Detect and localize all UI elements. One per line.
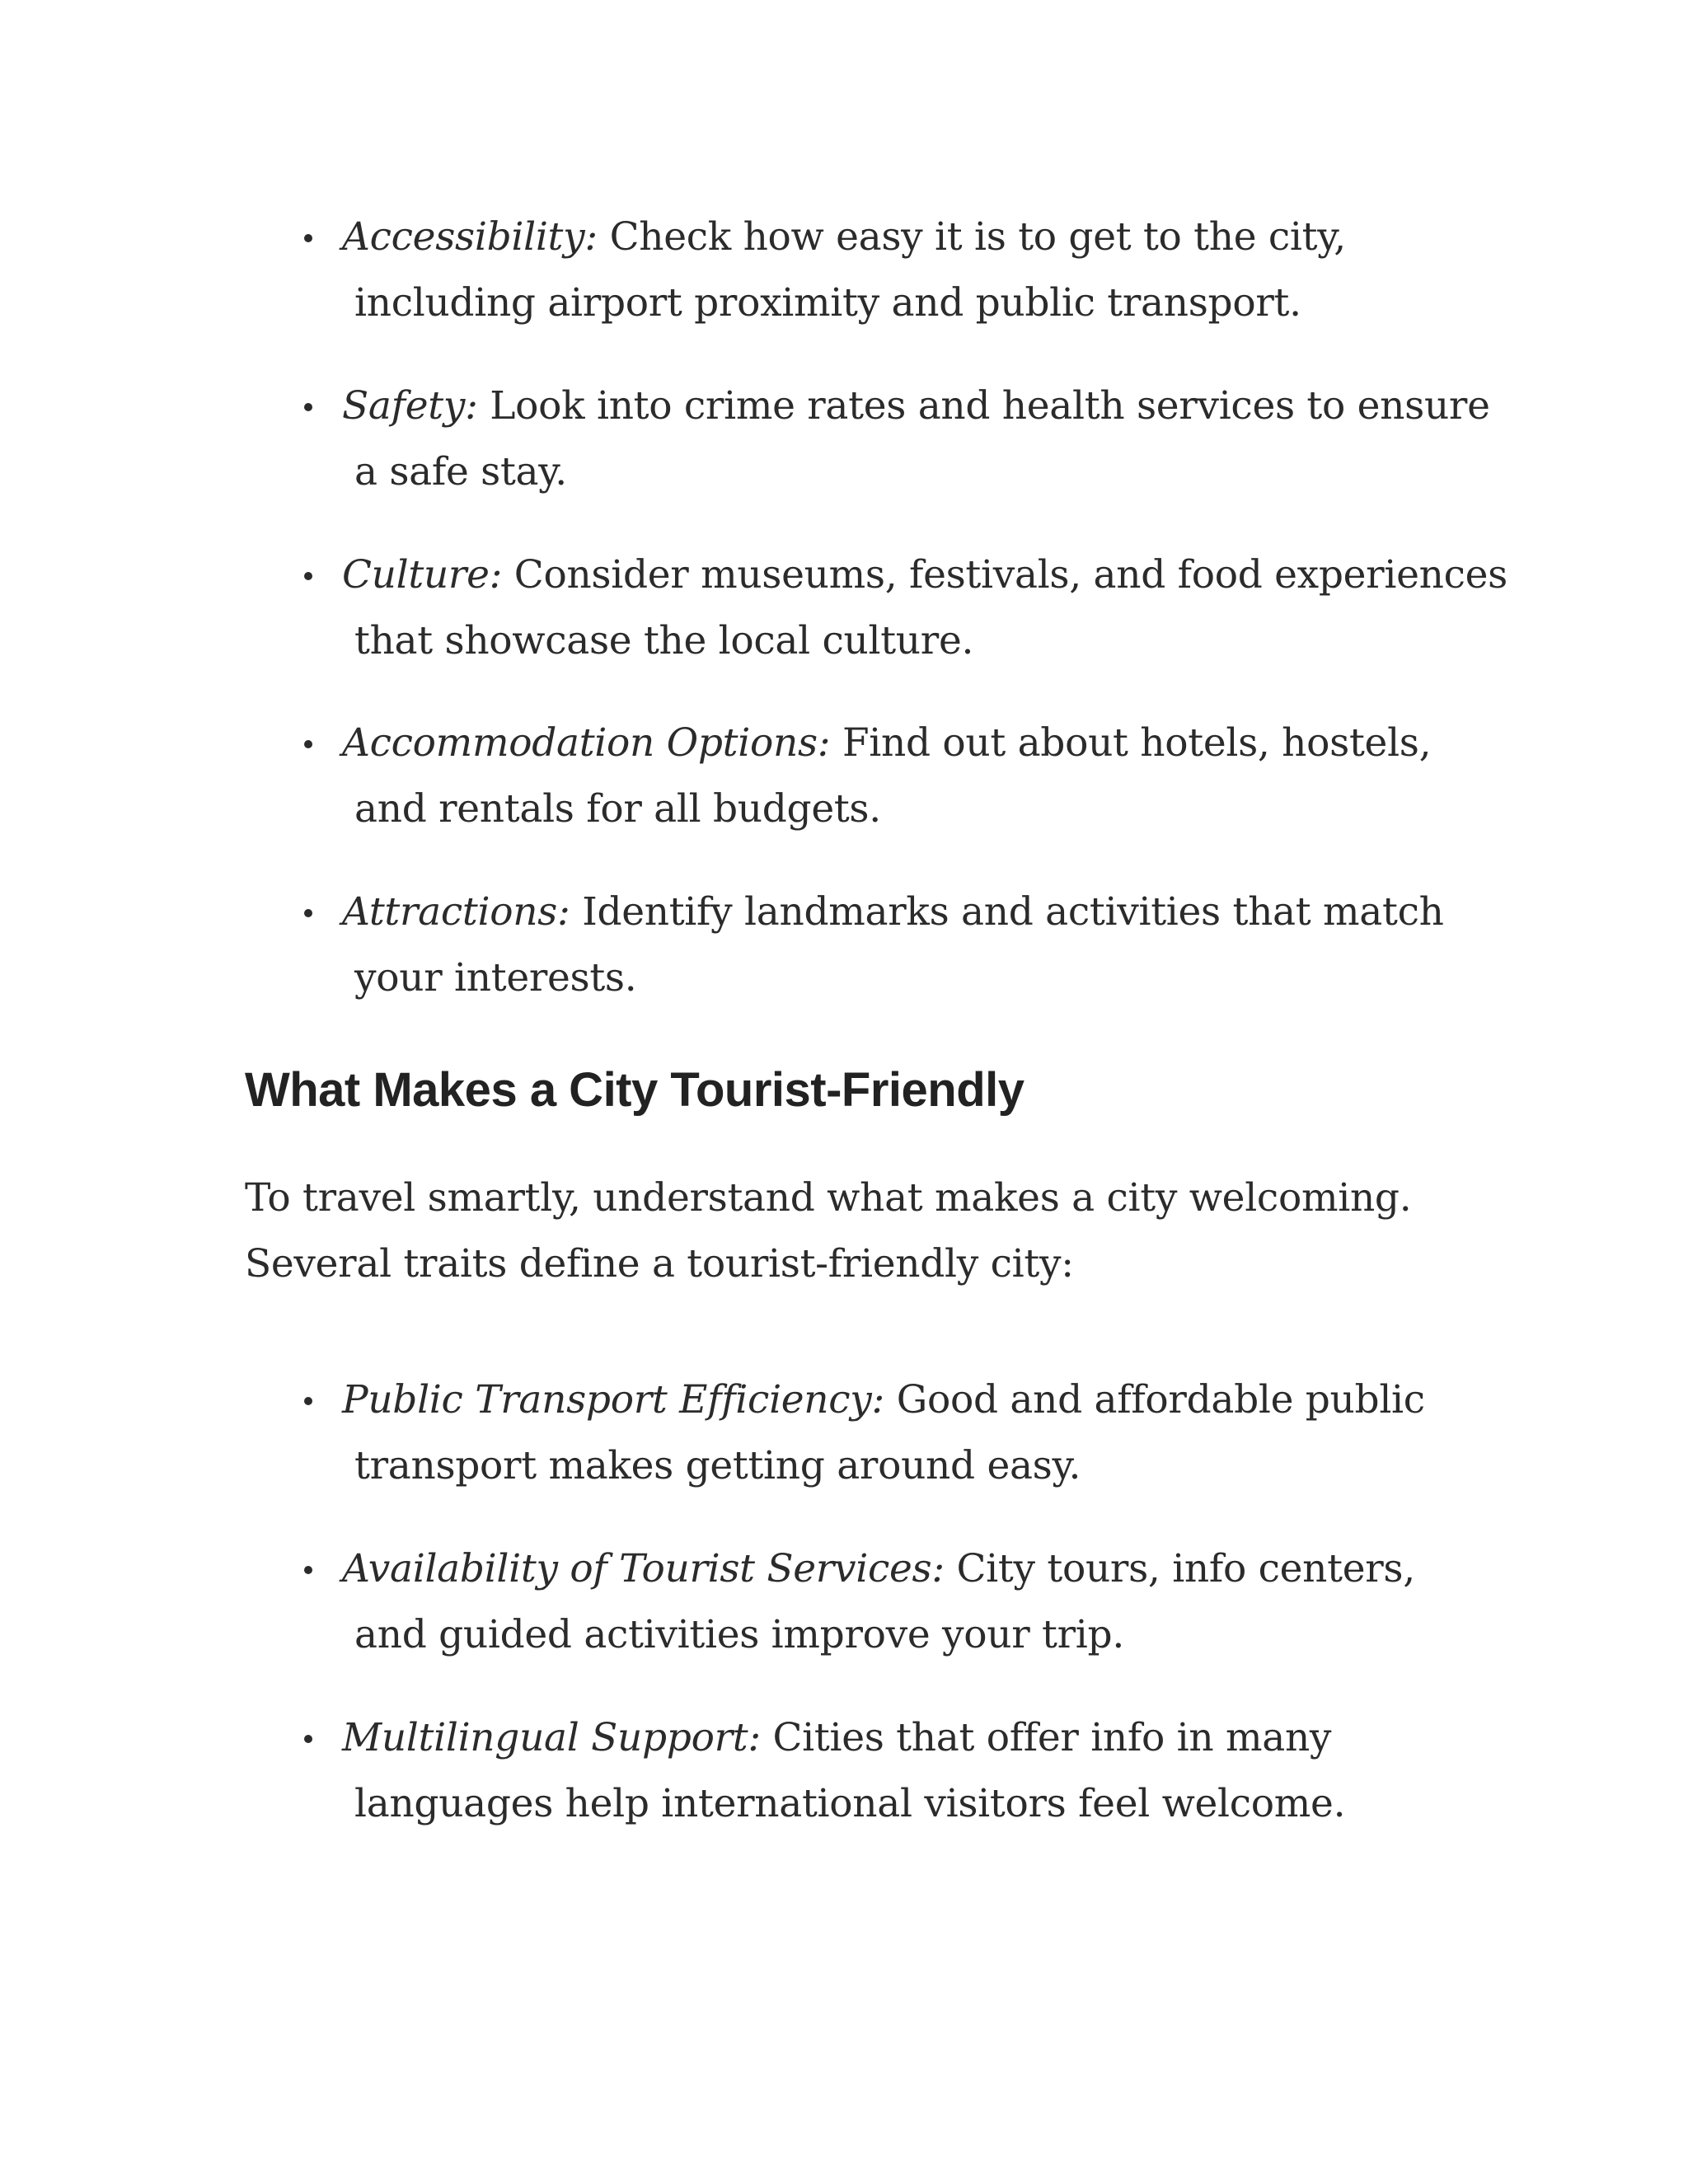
list-item-text: Find out about hotels, hostels, [842,720,1432,766]
list-item [0,554,1688,694]
list-item-text: Cities that offer info in many [772,1715,1332,1760]
list-item [0,1717,1688,1857]
bullet-icon [304,234,312,242]
list-item [0,891,1688,1031]
list-item [0,216,1688,356]
list-item [0,385,1688,525]
list-item-line [342,719,1431,768]
list-item-term: Availability of Tourist Services: [342,1546,945,1591]
list-item-line [342,213,1346,262]
list-item-text: Consider museums, festivals, and food experiences [513,552,1507,598]
list-item-term: Safety: [342,383,478,429]
list-item-continuation: languages help international visitors feel welcome. [354,1781,1346,1826]
intro-paragraph-line: To travel smartly, understand what makes a city welcoming. [245,1175,1412,1221]
list-item-line [342,1376,1425,1425]
list-item-term: Multilingual Support: [342,1715,761,1760]
list-item-text: City tours, info centers, [956,1546,1415,1591]
list-item-text: Check how easy it is to get to the city, [609,214,1346,260]
list-item-line [342,888,1444,937]
list-item-line [342,1713,1331,1763]
list-item-continuation: your interests. [354,955,637,1001]
list-item-term: Accommodation Options: [342,720,831,766]
list-item-continuation: that showcase the local culture. [354,618,974,663]
bullet-icon [304,403,312,411]
list-item-continuation: and guided activities improve your trip. [354,1612,1124,1657]
bullet-icon [304,572,312,580]
list-item [0,722,1688,862]
list-item-line [342,1544,1415,1594]
list-item-text: Good and affordable public [896,1377,1425,1422]
list-item-term: Public Transport Efficiency: [342,1377,885,1422]
bullet-icon [304,740,312,748]
list-item-line [342,382,1490,431]
list-item-continuation: transport makes getting around easy. [354,1443,1081,1488]
list-item-term: Accessibility: [342,214,598,260]
bullet-icon [304,1566,312,1574]
bullet-icon [304,909,312,917]
list-item-term: Culture: [342,552,503,598]
intro-paragraph-line: Several traits define a tourist-friendly city: [245,1241,1074,1286]
section-heading: What Makes a City Tourist-Friendly [245,1063,1025,1117]
list-item-continuation: and rentals for all budgets. [354,786,881,832]
list-item [0,1379,1688,1519]
list-item-text: Identify landmarks and activities that match [582,889,1444,935]
list-item-text: Look into crime rates and health services to ensure [490,383,1490,429]
list-item-term: Attractions: [342,889,570,935]
list-item-line [342,551,1507,600]
list-item-continuation: including airport proximity and public transport. [354,280,1301,326]
bullet-icon [304,1735,312,1743]
list-item-continuation: a safe stay. [354,449,567,494]
bullet-icon [304,1397,312,1405]
list-item [0,1548,1688,1688]
